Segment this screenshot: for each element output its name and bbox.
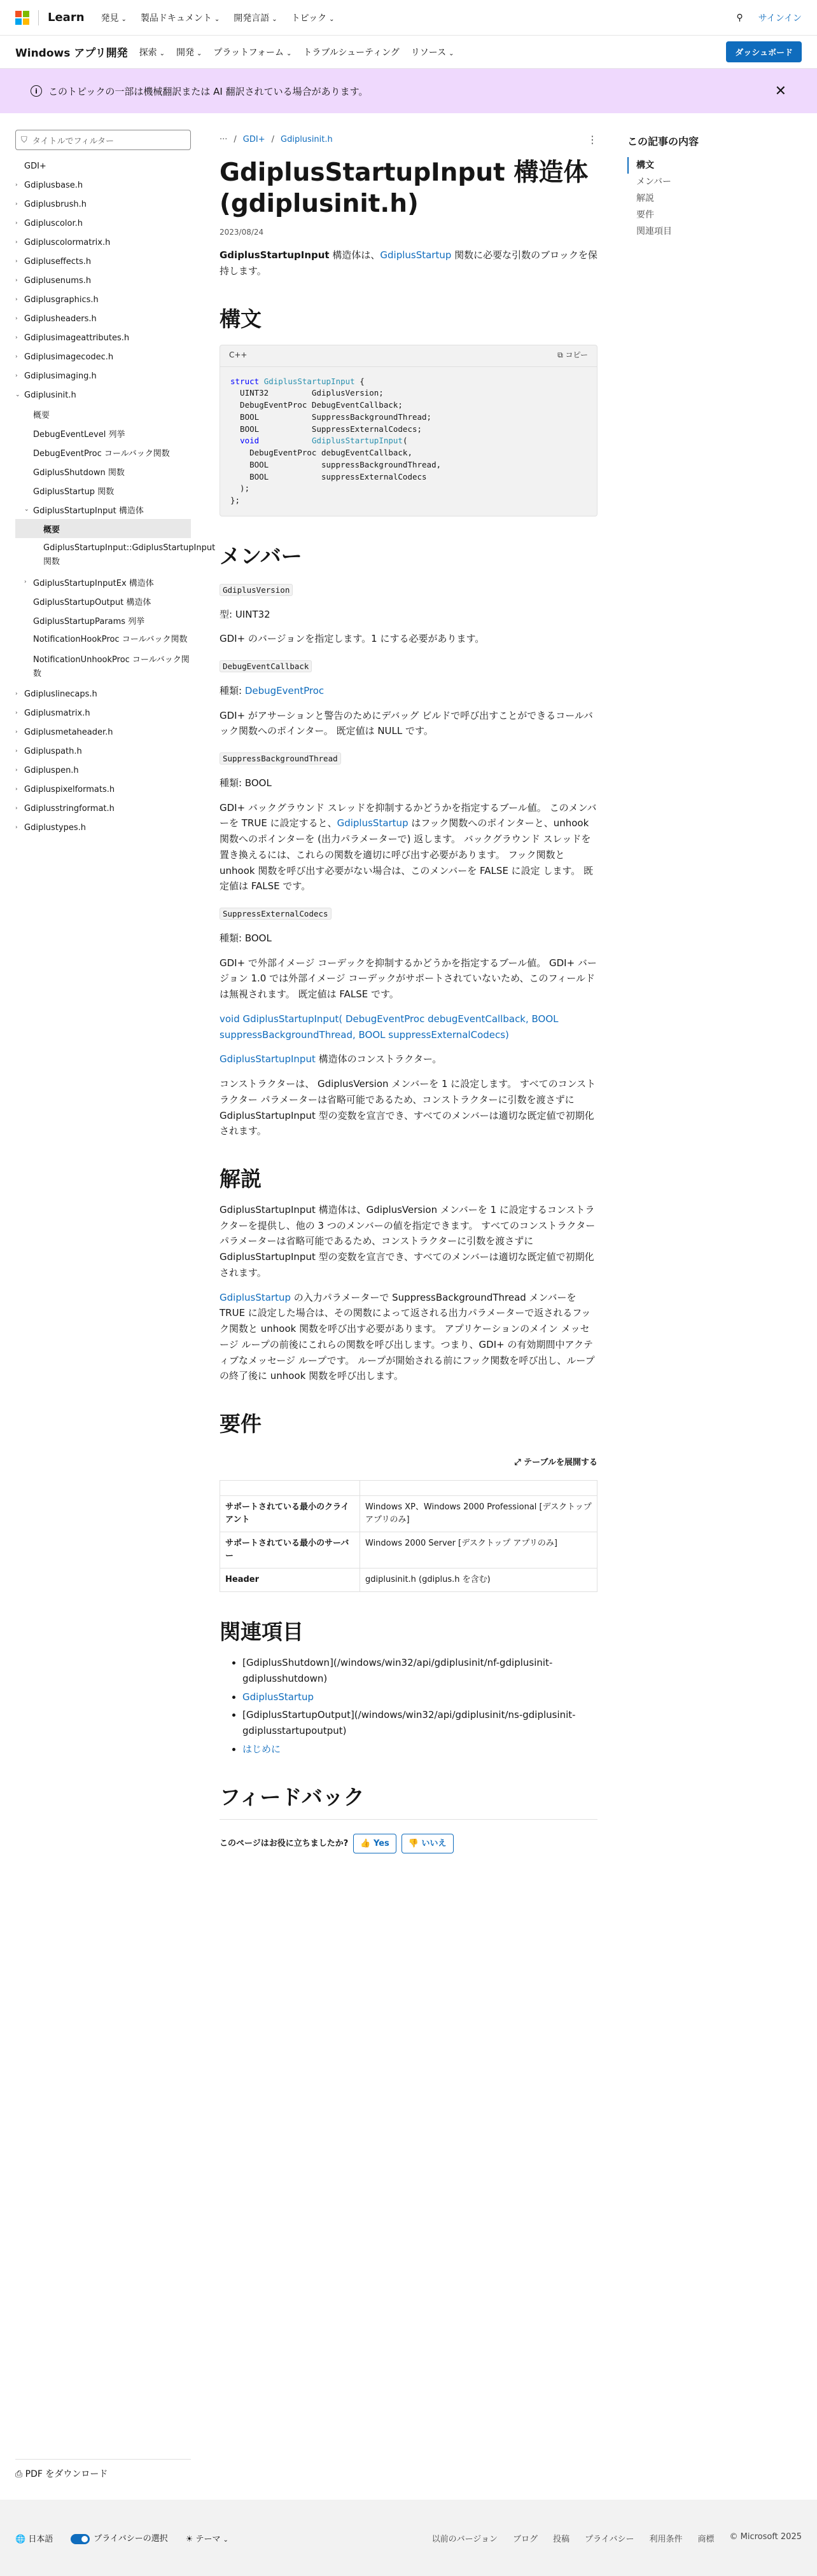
sidebar-item[interactable]: › Gdipluslinecaps.h bbox=[15, 689, 97, 699]
chevron-down-icon: ⌄ bbox=[449, 50, 454, 57]
member-suppressbackgroundthread: SuppressBackgroundThread bbox=[220, 751, 597, 766]
footer-link-privacy[interactable]: プライバシー bbox=[585, 2534, 634, 2544]
chevron-right-icon: › bbox=[15, 315, 18, 322]
chevron-right-icon: › bbox=[15, 710, 18, 716]
sidebar-item[interactable]: › Gdiplusimaging.h bbox=[15, 371, 97, 381]
footer-link-blog[interactable]: ブログ bbox=[513, 2534, 538, 2544]
sidebar-item-overview-active[interactable]: 概要 bbox=[15, 519, 191, 538]
sidebar-item-startupinput[interactable]: ⌄ GdiplusStartupInput 構造体 bbox=[24, 506, 144, 516]
chevron-down-icon: ⌄ bbox=[272, 15, 277, 23]
remarks-paragraph-2: GdiplusStartup の入力パラメーターで SuppressBackgroundThread メンバーを TRUE に設定した場合は、その関数によって返される出力パラメーターで返されるフック関数と unhook 関数を呼び出す必要があります。 アプリケーションのメイン メッセージ ループの前後にこれらの関数を呼び出します。つまり、GDI+ の有効期間中アクティブなメッセージ ループです。 ループが開始される前にフック関数を呼び出し、ループの終了後に unhook 関数を呼び出します。 bbox=[220, 1291, 595, 1382]
divider bbox=[38, 10, 39, 25]
chevron-right-icon: › bbox=[15, 182, 18, 188]
subnav-troubleshooting[interactable]: トラブルシューティング bbox=[303, 47, 400, 58]
nav-languages[interactable]: 開発言語 ⌄ bbox=[234, 13, 277, 24]
chevron-down-icon: ⌄ bbox=[159, 50, 165, 57]
rtoc-item-requirements[interactable]: 要件 bbox=[636, 210, 654, 220]
banner-text: このトピックの一部は機械翻訳または AI 翻訳されている場合があります。 bbox=[48, 85, 368, 97]
sidebar-item[interactable]: 概要 bbox=[33, 410, 50, 420]
globe-icon: 🌐 bbox=[15, 2534, 26, 2544]
sidebar-item[interactable]: › Gdiplusimageattributes.h bbox=[15, 333, 130, 343]
sidebar-item[interactable]: DebugEventProc コールバック関数 bbox=[33, 448, 170, 459]
sidebar-item[interactable]: GDI+ bbox=[24, 161, 46, 171]
breadcrumb-separator: / bbox=[234, 135, 237, 145]
chevron-right-icon: › bbox=[15, 277, 18, 284]
subnav-platforms[interactable]: プラットフォーム ⌄ bbox=[213, 47, 292, 58]
footer-links bbox=[432, 2532, 802, 2544]
brand-learn[interactable]: Learn bbox=[48, 11, 85, 24]
chevron-right-icon: › bbox=[15, 786, 18, 793]
sidebar-item[interactable]: › Gdipluseffects.h bbox=[15, 256, 92, 267]
microsoft-logo-icon[interactable] bbox=[15, 11, 29, 25]
sidebar-item[interactable]: › Gdiplusheaders.h bbox=[15, 314, 97, 324]
sidebar-item[interactable]: GdiplusStartupParams 列挙 bbox=[33, 616, 145, 627]
sidebar-item[interactable]: NotificationUnhookProc コールバック関数 bbox=[33, 655, 190, 679]
nav-product-docs[interactable]: 製品ドキュメント ⌄ bbox=[140, 13, 220, 24]
filter-placeholder: タイトルでフィルター bbox=[32, 136, 114, 146]
table-row: Header gdiplusinit.h (gdiplus.h を含む) bbox=[220, 1568, 597, 1592]
sidebar-item[interactable]: › Gdiplusbase.h bbox=[15, 180, 83, 190]
code-language: C++ bbox=[229, 350, 248, 360]
member-description: GDI+ で外部イメージ コーデックを抑制するかどうかを指定するブール値。 GDI+ バージョン 1.0 では外部イメージ コーデックがサポートされていないため、このフィールドは無視されます。 既定値は FALSE です。 bbox=[220, 957, 597, 1001]
expand-icon: ⤢ bbox=[514, 1458, 521, 1468]
list-item: • [GdiplusShutdown](/windows/win32/api/gdiplusinit/nf-gdiplusinit-gdiplusshutdown) bbox=[242, 1655, 597, 1687]
chevron-down-icon: ⌄ bbox=[286, 50, 292, 57]
chevron-right-icon: › bbox=[24, 579, 27, 585]
divider bbox=[220, 1819, 597, 1820]
intro-paragraph: GdiplusStartupInput 構造体は、GdiplusStartup 関数に必要な引数のブロックを保持します。 bbox=[220, 249, 597, 277]
footer-link-previous-versions[interactable]: 以前のバージョン bbox=[431, 2534, 498, 2544]
nav-discover[interactable]: 発見 ⌄ bbox=[101, 13, 127, 24]
theme-selector[interactable]: ☀ テーマ ⌄ bbox=[185, 2534, 228, 2544]
footer-link-trademarks[interactable]: 商標 bbox=[697, 2534, 715, 2544]
breadcrumb-separator: / bbox=[271, 135, 274, 145]
member-description: GDI+ バックグラウンド スレッドを抑制するかどうかを指定するブール値。 このメンバーを TRUE に設定すると、GdiplusStartup はフック関数へのポインターと、unhook 関数へのポインターを (出力パラメーターで) 返します。 バックグラウンド スレッドを置き換えるには、これらの関数を適切に呼び出す必要があります。 フック関数と unhook 関数を呼び出す必要がない場合は、このメンバーを FALSE に設定 します。 既定値は FALSE です。 bbox=[220, 801, 597, 892]
feedback-yes-button[interactable]: 👍 Yes bbox=[353, 1834, 396, 1853]
member-type: 型: UINT32 bbox=[220, 608, 270, 620]
chevron-right-icon: › bbox=[15, 239, 18, 246]
gdiplusstartup-link[interactable]: GdiplusStartup bbox=[220, 1291, 291, 1303]
sidebar-item[interactable]: DebugEventLevel 列挙 bbox=[33, 429, 125, 440]
requirements-table bbox=[220, 1480, 597, 1593]
footer-left bbox=[15, 2531, 228, 2544]
sidebar-item[interactable]: GdiplusShutdown 関数 bbox=[33, 467, 125, 478]
close-icon[interactable]: ✕ bbox=[774, 83, 786, 99]
sidebar-item[interactable]: › Gdiplusmatrix.h bbox=[15, 708, 90, 718]
table-header-row bbox=[220, 1480, 597, 1495]
feedback-question: このページはお役に立ちましたか? bbox=[220, 1838, 349, 1848]
top-header bbox=[0, 0, 817, 36]
member-description: GDI+ がアサーションと警告のためにデバッグ ビルドで呼び出すことができるコールバック関数へのポインター。 既定値は NULL です。 bbox=[220, 709, 593, 737]
sun-icon: ☀ bbox=[185, 2534, 193, 2544]
see-also-heading: 関連項目 bbox=[220, 1619, 304, 1645]
chevron-right-icon: › bbox=[15, 691, 18, 697]
chevron-right-icon: › bbox=[15, 258, 18, 265]
sidebar-item[interactable]: › Gdipluspath.h bbox=[15, 746, 82, 756]
top-right bbox=[736, 11, 802, 24]
member-debugeventcallback: DebugEventCallback bbox=[220, 658, 597, 674]
remarks-paragraph-1: GdiplusStartupInput 構造体は、GdiplusVersion メンバーを 1 に設定するコンストラクターを提供し、他の 3 つのメンバーの値を指定できます。 すべてのコンストラクター パラメーターは省略可能であるため、コンストラクターに引数を渡さずに GdiplusStartupInput 型の変数を宣言でき、すべてのメンバーは適切な既定値で初期化されます。 bbox=[220, 1203, 596, 1278]
constructor-summary: GdiplusStartupInput 構造体のコンストラクター。 bbox=[220, 1053, 442, 1065]
filter-input[interactable] bbox=[15, 130, 191, 150]
sidebar-item[interactable]: › Gdiplustypes.h bbox=[15, 822, 86, 833]
rtoc-title: この記事の内容 bbox=[627, 135, 699, 148]
sidebar-item[interactable]: NotificationHookProc コールバック関数 bbox=[33, 635, 188, 644]
chevron-down-icon: ⌄ bbox=[15, 392, 20, 398]
subnav-resources[interactable]: リソース ⌄ bbox=[410, 47, 454, 58]
copy-icon: ⧉ bbox=[557, 350, 563, 360]
signin-link[interactable]: サインイン bbox=[758, 13, 802, 24]
feedback-heading: フィードバック bbox=[220, 1784, 365, 1810]
chevron-right-icon: › bbox=[15, 824, 18, 831]
breadcrumb bbox=[220, 132, 597, 148]
sidebar-item[interactable]: › Gdipluspen.h bbox=[15, 765, 79, 775]
code-header bbox=[220, 345, 597, 367]
sidebar-item[interactable]: GdiplusStartupInput::GdiplusStartupInput 関数 bbox=[43, 543, 216, 567]
sidebar-item[interactable]: › Gdiplusgraphics.h bbox=[15, 294, 99, 305]
constructor-description: コンストラクターは、 GdiplusVersion メンバーを 1 に設定します。 すべてのコンストラクター パラメーターは省略可能であるため、コンストラクターに引数を渡さずに GdiplusStartupInput 型の変数を宣言でき、すべてのメンバーは適切な既定値で初期化されます。 bbox=[220, 1078, 596, 1137]
sub-nav bbox=[139, 46, 454, 59]
top-nav bbox=[101, 11, 335, 24]
privacy-toggle-icon bbox=[71, 2534, 90, 2544]
info-icon: i bbox=[31, 85, 42, 97]
chevron-right-icon: › bbox=[15, 296, 18, 303]
chevron-down-icon: ⌄ bbox=[223, 2536, 228, 2544]
gdiplusstartup-link[interactable]: GdiplusStartup bbox=[380, 249, 452, 261]
chevron-right-icon: › bbox=[15, 201, 18, 207]
rtoc-item-remarks[interactable]: 解説 bbox=[636, 193, 654, 204]
chevron-right-icon: › bbox=[15, 748, 18, 754]
sidebar-item[interactable]: › Gdiplusenums.h bbox=[15, 275, 92, 286]
sidebar-item[interactable]: GdiplusStartupOutput 構造体 bbox=[33, 597, 151, 607]
member-suppressexternalcodecs: SuppressExternalCodecs bbox=[220, 906, 597, 922]
chevron-down-icon: ⌄ bbox=[329, 15, 335, 23]
sidebar-item[interactable]: › Gdipluscolormatrix.h bbox=[15, 237, 111, 247]
more-options-icon[interactable]: ⋮ bbox=[587, 133, 597, 146]
table-row: サポートされている最小のクライアント Windows XP、Windows 2000 Professional [デスクトップ アプリのみ] bbox=[220, 1495, 597, 1532]
member-description: GDI+ のバージョンを指定します。1 にする必要があります。 bbox=[220, 633, 485, 645]
sidebar-item[interactable]: › Gdiplusmetaheader.h bbox=[15, 727, 113, 737]
member-type: 種類: BOOL bbox=[220, 777, 272, 789]
thumbs-up-icon: 👍 bbox=[360, 1838, 371, 1848]
chevron-down-icon: ⌄ bbox=[196, 50, 202, 57]
see-also-list bbox=[220, 1655, 597, 1757]
sidebar-item[interactable]: › Gdiplusimagecodec.h bbox=[15, 352, 114, 362]
article-date: 2023/08/24 bbox=[220, 227, 264, 237]
language-selector[interactable]: 🌐 日本語 bbox=[15, 2534, 53, 2544]
remarks-heading: 解説 bbox=[220, 1167, 262, 1192]
download-pdf-link[interactable]: ⎙ PDF をダウンロード bbox=[15, 2459, 191, 2480]
filter-icon: ⛉ bbox=[21, 135, 27, 145]
chevron-down-icon: ⌄ bbox=[121, 15, 127, 23]
rtoc-item-see-also[interactable]: 関連項目 bbox=[636, 226, 672, 237]
member-type: 種類: BOOL bbox=[220, 932, 272, 944]
thumbs-down-icon: 👎 bbox=[408, 1838, 419, 1848]
constructor-link: void GdiplusStartupInput( DebugEventProc debugEventCallback, BOOL suppressBackgroundThread, BOOL suppressExternalCodecs) bbox=[220, 1013, 559, 1041]
breadcrumb-gdiplus[interactable]: GDI+ bbox=[242, 135, 265, 145]
footer-copyright: © Microsoft 2025 bbox=[729, 2531, 802, 2542]
chevron-down-icon: ⌄ bbox=[24, 506, 29, 513]
sidebar-item-gdiplusinit[interactable]: ⌄ Gdiplusinit.h bbox=[15, 390, 76, 400]
code-block bbox=[220, 345, 597, 516]
dashboard-button[interactable]: ダッシュボード bbox=[726, 41, 802, 62]
breadcrumb-gdiplusinit[interactable]: Gdiplusinit.h bbox=[281, 135, 333, 145]
requirements-heading: 要件 bbox=[220, 1411, 262, 1437]
pdf-icon: ⎙ bbox=[15, 2469, 23, 2479]
chevron-right-icon: › bbox=[15, 373, 18, 379]
subnav-explore[interactable]: 探索 ⌄ bbox=[139, 47, 165, 58]
ai-translation-banner bbox=[0, 69, 817, 113]
chevron-right-icon: › bbox=[15, 354, 18, 360]
members-heading: メンバー bbox=[220, 543, 302, 569]
site-title[interactable]: Windows アプリ開発 bbox=[15, 47, 128, 60]
chevron-right-icon: › bbox=[15, 767, 18, 773]
sidebar-item[interactable]: › Gdiplusbrush.h bbox=[15, 199, 87, 209]
chevron-right-icon: › bbox=[15, 805, 18, 812]
sidebar-item[interactable]: › Gdipluspixelformats.h bbox=[15, 784, 115, 794]
sidebar-toc bbox=[15, 130, 216, 837]
list-item: • GdiplusStartup bbox=[242, 1689, 597, 1705]
nav-topics[interactable]: トピック ⌄ bbox=[291, 13, 335, 24]
chevron-right-icon: › bbox=[15, 729, 18, 735]
subnav-develop[interactable]: 開発 ⌄ bbox=[176, 47, 202, 58]
footer bbox=[0, 2500, 817, 2576]
member-type: 種類: DebugEventProc bbox=[220, 684, 325, 696]
ellipsis-icon[interactable]: ··· bbox=[220, 135, 228, 145]
footer-link-contribute[interactable]: 投稿 bbox=[553, 2534, 570, 2544]
article bbox=[220, 132, 597, 1853]
chevron-right-icon: › bbox=[15, 220, 18, 226]
code-content: struct GdiplusStartupInput { UINT32 GdiplusVersion; DebugEventProc DebugEventCallback; BOOL SuppressBackgroundThread; BOOL SuppressExternalCodecs; void GdiplusStartupInput( DebugEventProc debugEventCallback, BOOL suppressBackgroundThread, BOOL suppressExternalCodecs ); }; bbox=[230, 376, 442, 506]
search-icon[interactable]: ⚲ bbox=[736, 12, 743, 23]
page-title: GdiplusStartupInput 構造体 (gdiplusinit.h) bbox=[220, 158, 589, 218]
member-gdiplusversion: GdiplusVersion bbox=[220, 582, 597, 598]
gdiplusstartup-link[interactable]: GdiplusStartup bbox=[337, 817, 408, 829]
rtoc-item-syntax[interactable]: 構文 bbox=[627, 157, 780, 174]
feedback-row bbox=[220, 1834, 597, 1853]
list-item: • はじめに bbox=[242, 1742, 597, 1757]
sidebar-item[interactable]: GdiplusStartup 関数 bbox=[33, 487, 115, 497]
expand-table-button[interactable]: ⤢ テーブルを展開する bbox=[514, 1458, 597, 1468]
feedback-no-button[interactable]: 👎 いいえ bbox=[402, 1834, 454, 1853]
table-row: サポートされている最小のサーバー Windows 2000 Server [デスクトップ アプリのみ] bbox=[220, 1532, 597, 1568]
rtoc-item-members[interactable]: メンバー bbox=[636, 177, 672, 187]
chevron-down-icon: ⌄ bbox=[214, 15, 220, 23]
sidebar-item[interactable]: › Gdipluscolor.h bbox=[15, 218, 83, 228]
sidebar-item[interactable]: › Gdiplusstringformat.h bbox=[15, 803, 115, 814]
syntax-heading: 構文 bbox=[220, 306, 262, 331]
in-this-article bbox=[627, 134, 780, 240]
privacy-choices[interactable]: プライバシーの選択 bbox=[71, 2531, 167, 2544]
sidebar-item[interactable]: › GdiplusStartupInputEx 構造体 bbox=[24, 578, 154, 588]
list-item: • [GdiplusStartupOutput](/windows/win32/api/gdiplusinit/ns-gdiplusinit-gdiplusstartupoutput) bbox=[242, 1707, 597, 1739]
footer-link-terms[interactable]: 利用条件 bbox=[649, 2534, 683, 2544]
chevron-right-icon: › bbox=[15, 335, 18, 341]
debugeventproc-link[interactable]: DebugEventProc bbox=[244, 684, 325, 696]
copy-button[interactable]: ⧉ コピー bbox=[557, 350, 588, 360]
sub-header bbox=[0, 36, 817, 69]
